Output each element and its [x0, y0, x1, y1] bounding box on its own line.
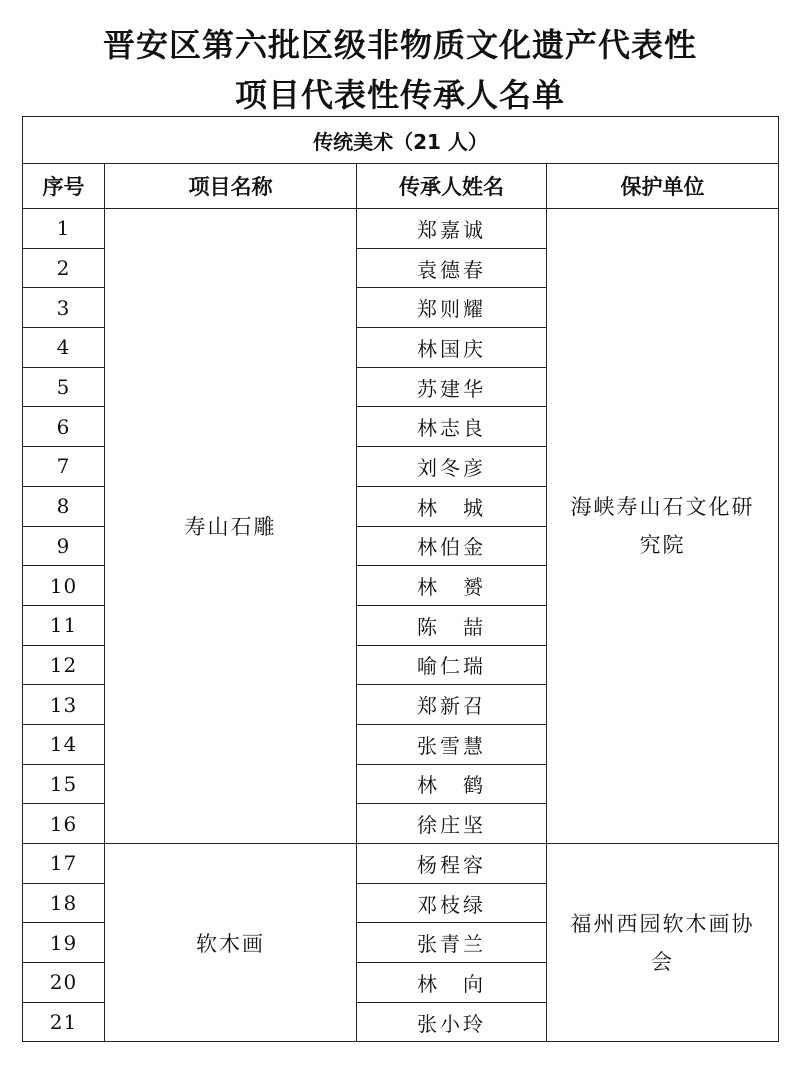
seq-cell: 21 [23, 1002, 105, 1042]
column-header-project: 项目名称 [105, 164, 357, 209]
inheritor-name-cell: 袁德春 [357, 248, 547, 288]
column-header-row [23, 164, 779, 209]
seq-cell: 7 [23, 447, 105, 487]
inheritor-name-cell: 林 城 [357, 486, 547, 526]
column-header-seq: 序号 [23, 164, 105, 209]
protection-unit-cell: 海峡寿山石文化研究院 [547, 209, 779, 844]
inheritor-name-cell: 林国庆 [357, 328, 547, 368]
inheritor-name-cell: 陈 喆 [357, 605, 547, 645]
inheritor-name-cell: 张小玲 [357, 1002, 547, 1042]
table-row [23, 209, 779, 249]
seq-cell: 12 [23, 645, 105, 685]
column-header-unit: 保护单位 [547, 164, 779, 209]
inheritor-name-cell: 林志良 [357, 407, 547, 447]
table-body [23, 209, 779, 1042]
seq-cell: 16 [23, 804, 105, 844]
seq-cell: 10 [23, 566, 105, 606]
inheritor-name-cell: 林 赟 [357, 566, 547, 606]
seq-cell: 18 [23, 883, 105, 923]
seq-cell: 9 [23, 526, 105, 566]
seq-cell: 3 [23, 288, 105, 328]
inheritor-name-cell: 林 向 [357, 963, 547, 1003]
seq-cell: 4 [23, 328, 105, 368]
seq-cell: 11 [23, 605, 105, 645]
inheritor-name-cell: 郑新召 [357, 685, 547, 725]
inheritor-table [22, 116, 779, 1042]
inheritor-name-cell: 刘冬彦 [357, 447, 547, 487]
seq-cell: 2 [23, 248, 105, 288]
inheritor-name-cell: 张青兰 [357, 923, 547, 963]
seq-cell: 15 [23, 764, 105, 804]
seq-cell: 5 [23, 367, 105, 407]
project-name-cell: 软木画 [105, 844, 357, 1042]
inheritor-name-cell: 杨程容 [357, 844, 547, 884]
protection-unit-cell: 福州西园软木画协会 [547, 844, 779, 1042]
category-header: 传统美术（21 人） [23, 117, 779, 164]
inheritor-name-cell: 郑则耀 [357, 288, 547, 328]
seq-cell: 6 [23, 407, 105, 447]
seq-cell: 1 [23, 209, 105, 249]
inheritor-name-cell: 林伯金 [357, 526, 547, 566]
document-title-line1: 晋安区第六批区级非物质文化遗产代表性 [102, 26, 697, 64]
project-name-cell: 寿山石雕 [105, 209, 357, 844]
seq-cell: 20 [23, 963, 105, 1003]
table-row [23, 844, 779, 884]
seq-cell: 8 [23, 486, 105, 526]
inheritor-name-cell: 张雪慧 [357, 724, 547, 764]
inheritor-name-cell: 徐庄坚 [357, 804, 547, 844]
document-title-line2: 项目代表性传承人名单 [234, 76, 565, 114]
inheritor-name-cell: 喻仁瑞 [357, 645, 547, 685]
seq-cell: 13 [23, 685, 105, 725]
seq-cell: 17 [23, 844, 105, 884]
inheritor-name-cell: 林 鹤 [357, 764, 547, 804]
inheritor-name-cell: 郑嘉诚 [357, 209, 547, 249]
inheritor-name-cell: 苏建华 [357, 367, 547, 407]
seq-cell: 19 [23, 923, 105, 963]
inheritor-name-cell: 邓枝绿 [357, 883, 547, 923]
seq-cell: 14 [23, 724, 105, 764]
column-header-inheritor: 传承人姓名 [357, 164, 547, 209]
